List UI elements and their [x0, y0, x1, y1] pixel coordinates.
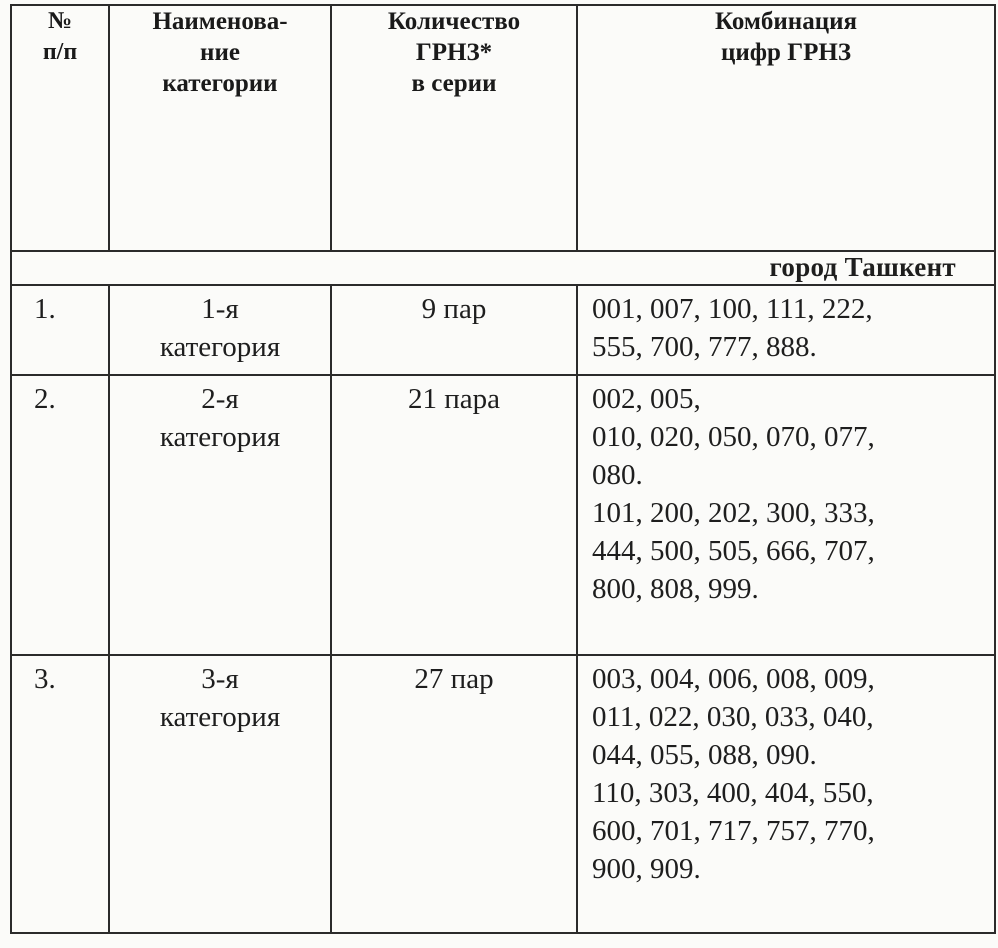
header-combination: Комбинация цифр ГРНЗ [577, 5, 995, 251]
row-quantity: 9 пар [331, 285, 577, 375]
header-number: № п/п [11, 5, 109, 251]
header-row [11, 5, 995, 251]
table-row [11, 375, 995, 655]
combination-line: 555, 700, 777, 888. [592, 331, 817, 363]
combination-line: 044, 055, 088, 090. [592, 739, 817, 771]
row-category: 1-я категория [109, 285, 331, 375]
combination-line: 001, 007, 100, 111, 222, [592, 293, 873, 325]
row-combinations [577, 375, 995, 655]
region-row [11, 251, 995, 285]
license-plate-category-table [10, 4, 996, 934]
header-category-name: Наименова- ние категории [109, 5, 331, 251]
combination-line: 800, 808, 999. [592, 573, 759, 605]
row-category: 2-я категория [109, 375, 331, 655]
region-label: город Ташкент [11, 251, 995, 285]
row-combinations [577, 655, 995, 933]
combination-line: 003, 004, 006, 008, 009, [592, 663, 875, 695]
row-combinations [577, 285, 995, 375]
row-quantity: 21 пара [331, 375, 577, 655]
combination-line: 600, 701, 717, 757, 770, [592, 815, 875, 847]
table-row [11, 655, 995, 933]
combination-line: 002, 005, [592, 383, 701, 415]
header-quantity: Количество ГРНЗ* в серии [331, 5, 577, 251]
combination-line: 101, 200, 202, 300, 333, [592, 497, 875, 529]
row-quantity: 27 пар [331, 655, 577, 933]
row-number: 3. [11, 655, 109, 933]
row-number: 1. [11, 285, 109, 375]
combination-line: 011, 022, 030, 033, 040, [592, 701, 874, 733]
combination-line: 444, 500, 505, 666, 707, [592, 535, 875, 567]
row-number: 2. [11, 375, 109, 655]
combination-line: 010, 020, 050, 070, 077, [592, 421, 875, 453]
row-category: 3-я категория [109, 655, 331, 933]
combination-line: 900, 909. [592, 853, 701, 885]
table-row [11, 285, 995, 375]
combination-line: 110, 303, 400, 404, 550, [592, 777, 874, 809]
combination-line: 080. [592, 459, 643, 491]
